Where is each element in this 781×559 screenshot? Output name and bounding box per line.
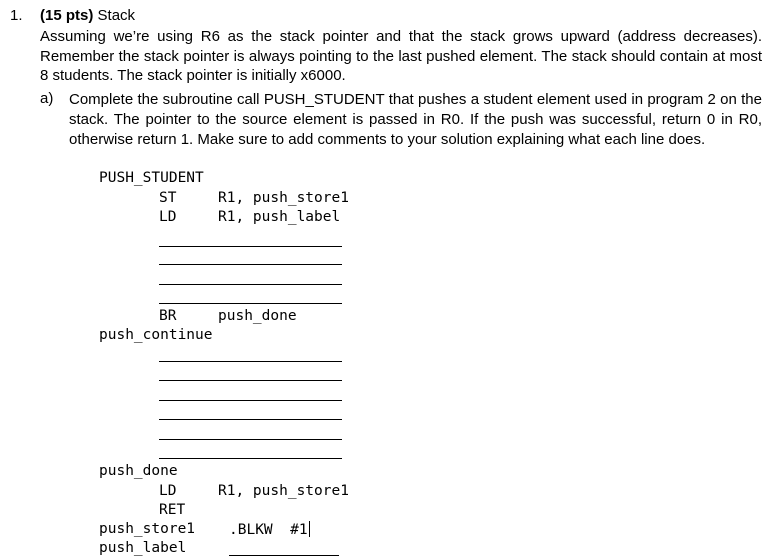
done-args: R1, push_store1 — [218, 483, 349, 499]
answer-blank[interactable] — [229, 555, 339, 556]
br-op: BR — [159, 308, 177, 324]
answer-blank[interactable] — [159, 380, 342, 381]
br-args: push_done — [218, 308, 297, 324]
text-cursor — [309, 521, 310, 537]
label-push-done: push_done — [99, 463, 178, 479]
label-push-label: push_label — [99, 540, 187, 556]
line1-op: ST — [159, 190, 177, 206]
label-push-student: PUSH_STUDENT — [99, 170, 204, 186]
answer-blank[interactable] — [159, 361, 342, 362]
answer-blank[interactable] — [159, 419, 342, 420]
answer-blank[interactable] — [159, 400, 342, 401]
question-title: Stack — [97, 7, 136, 24]
part-a-label: a) — [40, 90, 54, 107]
answer-blank[interactable] — [159, 284, 342, 285]
answer-blank[interactable] — [159, 439, 342, 440]
part-a-text: Complete the subroutine call PUSH_STUDENT that pushes a student element used in program 2 on the stack. The pointer to the source element is passed in R0. If the push was successful, return 0 in R0, otherwise return 1. Make sure to add comments to your solution explaining what each line does. — [69, 91, 762, 148]
store1-directive: .BLKW #1 — [229, 522, 308, 538]
store1-directive-wrap[interactable] — [229, 521, 310, 538]
answer-blank[interactable] — [159, 303, 342, 304]
line1-args: R1, push_store1 — [218, 190, 349, 206]
ret-op: RET — [159, 502, 186, 518]
question-points: (15 pts) — [40, 7, 94, 24]
answer-blank[interactable] — [159, 246, 342, 247]
question-intro: Assuming we’re using R6 as the stack pointer and that the stack grows upward (address decreases). Remember the stack pointer is always pointing to the last pushed element. The stack should contain at most 8 students. The stack pointer is initially x6000. — [40, 28, 762, 84]
line2-args: R1, push_label — [218, 209, 341, 225]
answer-blank[interactable] — [159, 458, 342, 459]
done-op: LD — [159, 483, 177, 499]
question-number: 1. — [10, 7, 23, 24]
question-heading — [40, 7, 135, 24]
line2-op: LD — [159, 209, 177, 225]
label-push-continue: push_continue — [99, 327, 213, 343]
label-store1: push_store1 — [99, 521, 196, 537]
answer-blank[interactable] — [159, 264, 342, 265]
